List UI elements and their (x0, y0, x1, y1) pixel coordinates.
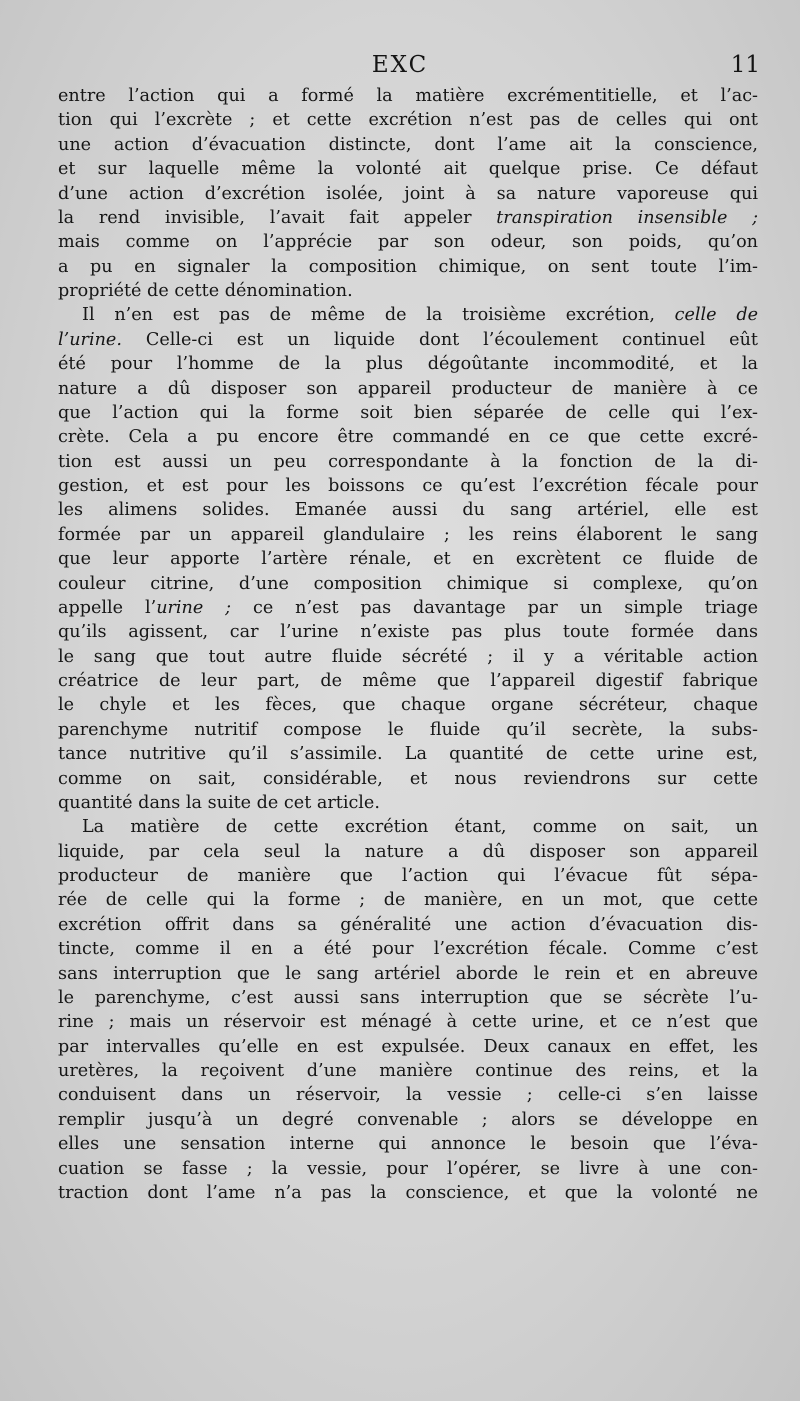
text-line (58, 1083, 758, 1107)
text-line (58, 767, 758, 791)
text-line (58, 1132, 758, 1156)
text-line (58, 230, 758, 254)
text-span: rée de celle qui la forme ; de manière, en un mot, que cette (58, 890, 758, 911)
text-line (58, 913, 758, 937)
text-span: créatrice de leur part, de même que l’appareil digestif fabrique (58, 671, 758, 691)
text-span: tance nutritive qu’il s’assimile. La quantité de cette urine est, (58, 744, 758, 765)
text-line (58, 352, 758, 376)
text-line (58, 986, 758, 1010)
text-span: elles une sensation interne qui annonce le besoin que l’éva- (58, 1134, 758, 1155)
text-line (58, 1059, 758, 1083)
text-span: comme on sait, considérable, et nous reviendrons sur cette (58, 768, 758, 789)
text-line (58, 474, 758, 498)
text-span: appelle l’ (58, 597, 157, 618)
body-text (58, 84, 758, 1205)
text-span: traction dont l’ame n’a pas la conscience, et que la volonté ne (58, 1182, 758, 1203)
text-span: mais comme on l’apprécie par son odeur, son poids, qu’on (58, 232, 758, 253)
text-line (58, 572, 758, 596)
text-line (58, 84, 758, 108)
text-line (58, 401, 758, 425)
text-span: et sur laquelle même la volonté ait quelque prise. Ce défaut (58, 159, 758, 180)
italic-text: celle de (674, 305, 758, 326)
text-line (58, 742, 758, 766)
text-span: la rend invisible, l’avait fait appeler (58, 207, 497, 228)
text-line (58, 303, 758, 327)
italic-text: transpiration insensible ; (496, 207, 758, 228)
italic-text: urine ; (156, 597, 232, 618)
text-line (58, 962, 758, 986)
text-span: excrétion offrit dans sa généralité une action d’évacuation dis- (58, 914, 758, 935)
text-span: sans interruption que le sang artériel aborde le rein et en abreuve (58, 963, 758, 984)
text-line (58, 182, 758, 206)
text-span: été pour l’homme de la plus dégoûtante incommodité, et la (58, 354, 758, 375)
text-line (58, 450, 758, 474)
text-span: uretères, la reçoivent d’une manière continue des reins, et la (58, 1061, 758, 1081)
text-line (58, 718, 758, 742)
text-span: parenchyme nutritif compose le fluide qu’il secrète, la subs- (58, 719, 758, 740)
italic-text: l’urine. (58, 329, 122, 350)
text-line (58, 815, 758, 839)
text-span: que leur apporte l’artère rénale, et en excrètent ce fluide de (58, 549, 758, 570)
text-line (58, 133, 758, 157)
text-span: producteur de manière que l’action qui l’évacue fût sépa- (58, 866, 758, 886)
text-span: La matière de cette excrétion étant, comme on sait, un (82, 817, 758, 838)
text-span: nature a dû disposer son appareil producteur de manière à ce (58, 378, 758, 399)
text-line (58, 1157, 758, 1181)
text-line (58, 498, 758, 522)
text-span: couleur citrine, d’une composition chimique si complexe, qu’on (58, 573, 758, 594)
text-line (58, 645, 758, 669)
text-span: ce n’est pas davantage par un simple triage (231, 597, 758, 618)
text-line (58, 255, 758, 279)
text-span: tion est aussi un peu correspondante à la fonction de la di- (58, 451, 758, 472)
text-line (58, 1010, 758, 1034)
text-line (58, 328, 758, 352)
text-line (58, 206, 758, 230)
text-span: tincte, comme il en a été pour l’excrétion fécale. Comme c’est (58, 939, 758, 960)
text-line (58, 937, 758, 961)
text-span: Il n’en est pas de même de la troisième excrétion, (82, 305, 675, 326)
text-line (58, 1181, 758, 1205)
text-line (58, 840, 758, 864)
text-span: remplir jusqu’à un degré convenable ; alors se développe en (58, 1109, 758, 1130)
text-span: gestion, et est pour les boissons ce qu’est l’excrétion fécale pour (58, 476, 758, 496)
text-line (58, 279, 758, 303)
text-span: les alimens solides. Emanée aussi du sang artériel, elle est (58, 500, 758, 521)
running-head: EXC (371, 52, 429, 78)
text-span: le chyle et les fèces, que chaque organe sécréteur, chaque (58, 695, 758, 716)
text-span: cuation se fasse ; la vessie, pour l’opérer, se livre à une con- (58, 1158, 758, 1179)
text-line (58, 108, 758, 132)
text-span: que l’action qui la forme soit bien séparée de celle qui l’ex- (58, 402, 758, 423)
text-line (58, 377, 758, 401)
text-span: quantité dans la suite de cet article. (58, 792, 380, 813)
page-number: 11 (730, 52, 760, 78)
text-span: propriété de cette dénomination. (58, 281, 353, 301)
text-line (58, 523, 758, 547)
text-span: conduisent dans un réservoir, la vessie ; celle-ci s’en laisse (58, 1085, 758, 1106)
text-line (58, 547, 758, 571)
text-span: une action d’évacuation distincte, dont l’ame ait la conscience, (58, 134, 758, 155)
text-line (58, 425, 758, 449)
text-span: entre l’action qui a formé la matière excrémentitielle, et l’ac- (58, 86, 758, 106)
text-span: liquide, par cela seul la nature a dû disposer son appareil (58, 841, 758, 862)
text-span: le parenchyme, c’est aussi sans interruption que se sécrète l’u- (58, 987, 758, 1008)
text-line (58, 693, 758, 717)
text-line (58, 157, 758, 181)
text-span: formée par un appareil glandulaire ; les reins élaborent le sang (58, 524, 758, 545)
text-line (58, 669, 758, 693)
text-span: d’une action d’excrétion isolée, joint à sa nature vaporeuse qui (58, 183, 758, 204)
text-span: par intervalles qu’elle en est expulsée. Deux canaux en effet, les (58, 1036, 758, 1057)
text-span: crète. Cela a pu encore être commandé en ce que cette excré- (58, 427, 758, 448)
text-line (58, 864, 758, 888)
text-line (58, 791, 758, 815)
text-line (58, 620, 758, 644)
text-span: a pu en signaler la composition chimique, on sent toute l’im- (58, 256, 758, 277)
text-line (58, 1108, 758, 1132)
page-header (0, 52, 800, 86)
text-span: Celle-ci est un liquide dont l’écoulement continuel eût (121, 329, 758, 350)
text-line (58, 888, 758, 912)
text-line (58, 596, 758, 620)
text-span: tion qui l’excrète ; et cette excrétion n’est pas de celles qui ont (58, 110, 758, 131)
text-line (58, 1035, 758, 1059)
text-span: rine ; mais un réservoir est ménagé à cette urine, et ce n’est que (58, 1012, 758, 1033)
text-span: le sang que tout autre fluide sécrété ; il y a véritable action (58, 646, 758, 667)
text-span: qu’ils agissent, car l’urine n’existe pas plus toute formée dans (58, 622, 758, 643)
